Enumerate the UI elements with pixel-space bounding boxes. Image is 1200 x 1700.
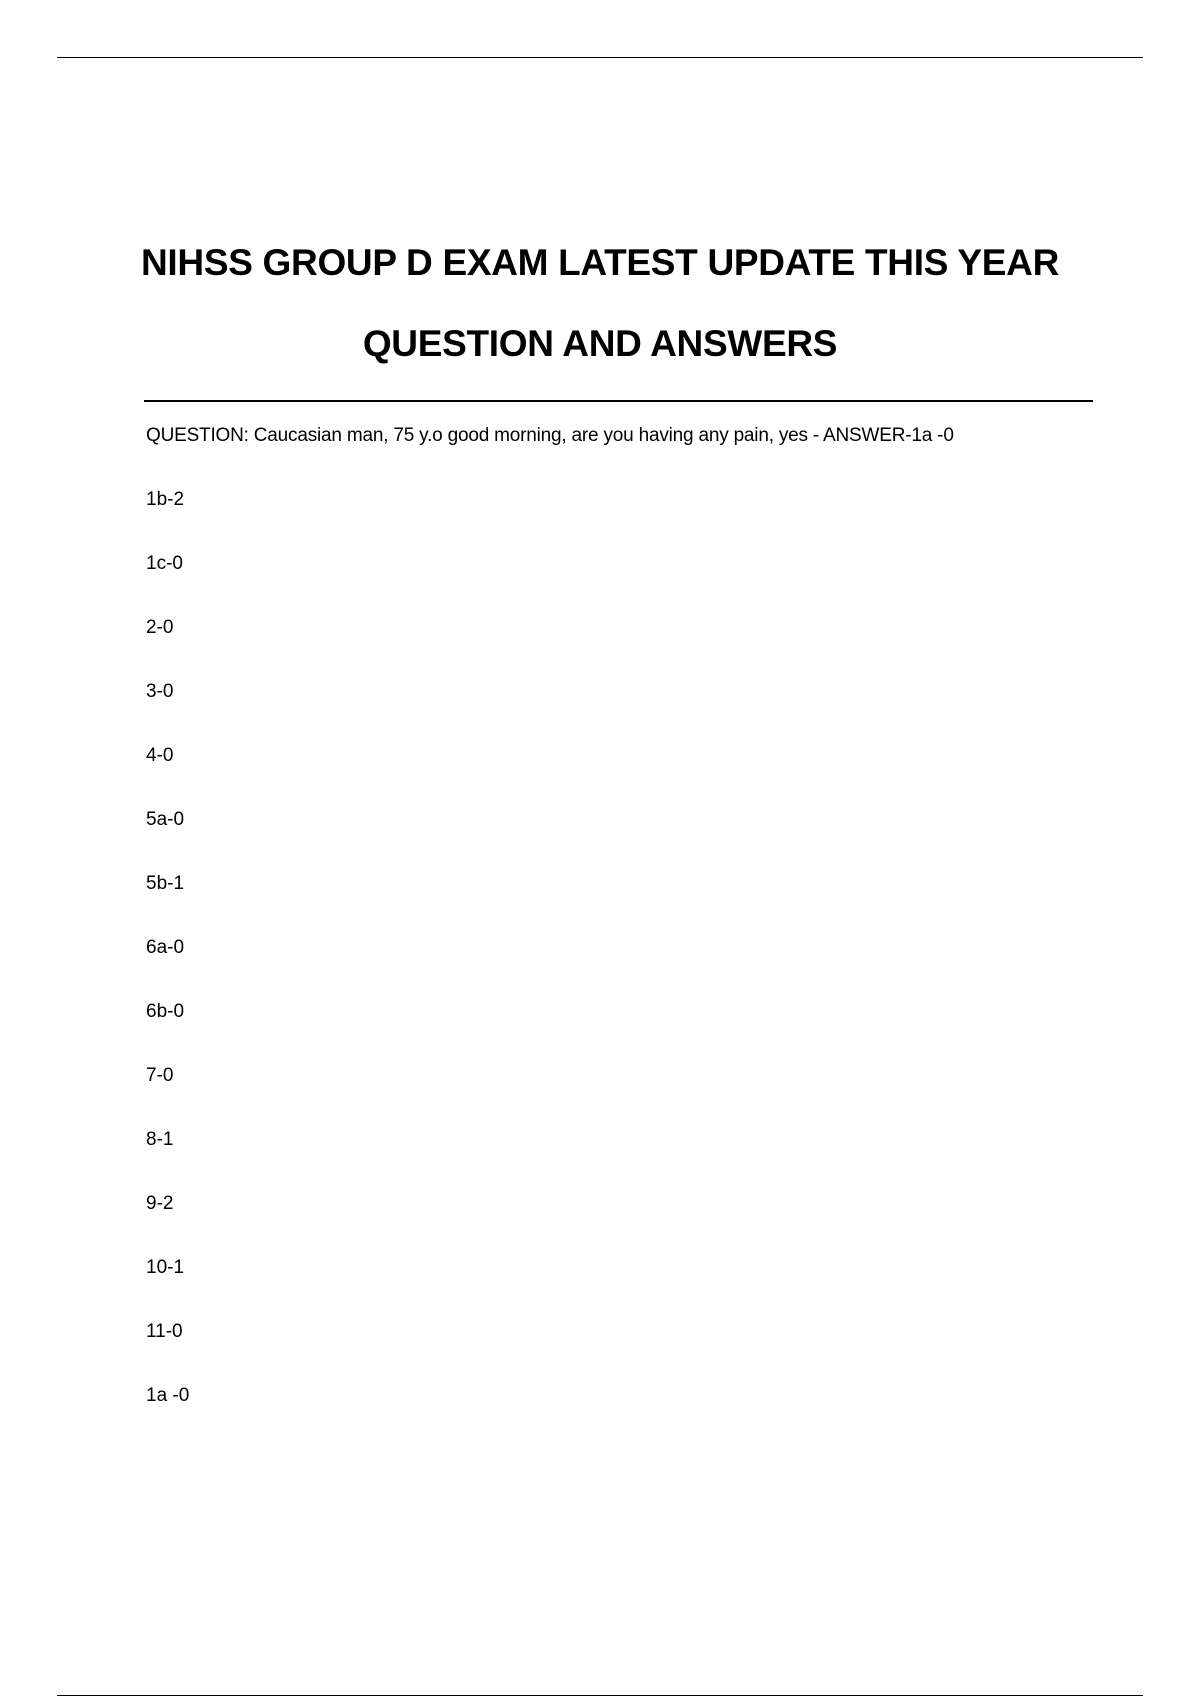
answer-item: 6a-0 bbox=[146, 937, 185, 958]
answer-item: 8-1 bbox=[146, 1129, 174, 1150]
answer-item: 1c-0 bbox=[146, 553, 183, 574]
answer-item: 3-0 bbox=[146, 681, 174, 702]
answer-item: 4-0 bbox=[146, 745, 174, 766]
title-underline-rule bbox=[144, 400, 1093, 402]
footer-rule bbox=[57, 1695, 1143, 1696]
header-rule bbox=[57, 57, 1143, 58]
answer-item: 7-0 bbox=[146, 1065, 174, 1086]
answer-item: 1a -0 bbox=[146, 1385, 190, 1406]
answer-item: 9-2 bbox=[146, 1193, 174, 1214]
answer-list bbox=[146, 490, 1096, 1405]
answer-item: 2-0 bbox=[146, 617, 174, 638]
answer-item: 1b-2 bbox=[146, 489, 185, 510]
question-text: QUESTION: Caucasian man, 75 y.o good morning, are you having any pain, yes - ANSWER-1a -0 bbox=[146, 425, 954, 446]
answer-item: 6b-0 bbox=[146, 1001, 185, 1022]
answer-item: 5a-0 bbox=[146, 809, 185, 830]
document-title-line-2: QUESTION AND ANSWERS bbox=[362, 323, 838, 364]
document-body bbox=[146, 426, 1096, 1405]
document-title-line-1: NIHSS GROUP D EXAM LATEST UPDATE THIS YEAR bbox=[141, 242, 1059, 283]
answer-item: 10-1 bbox=[146, 1257, 185, 1278]
answer-item: 11-0 bbox=[146, 1321, 183, 1342]
answer-item: 5b-1 bbox=[146, 873, 185, 894]
